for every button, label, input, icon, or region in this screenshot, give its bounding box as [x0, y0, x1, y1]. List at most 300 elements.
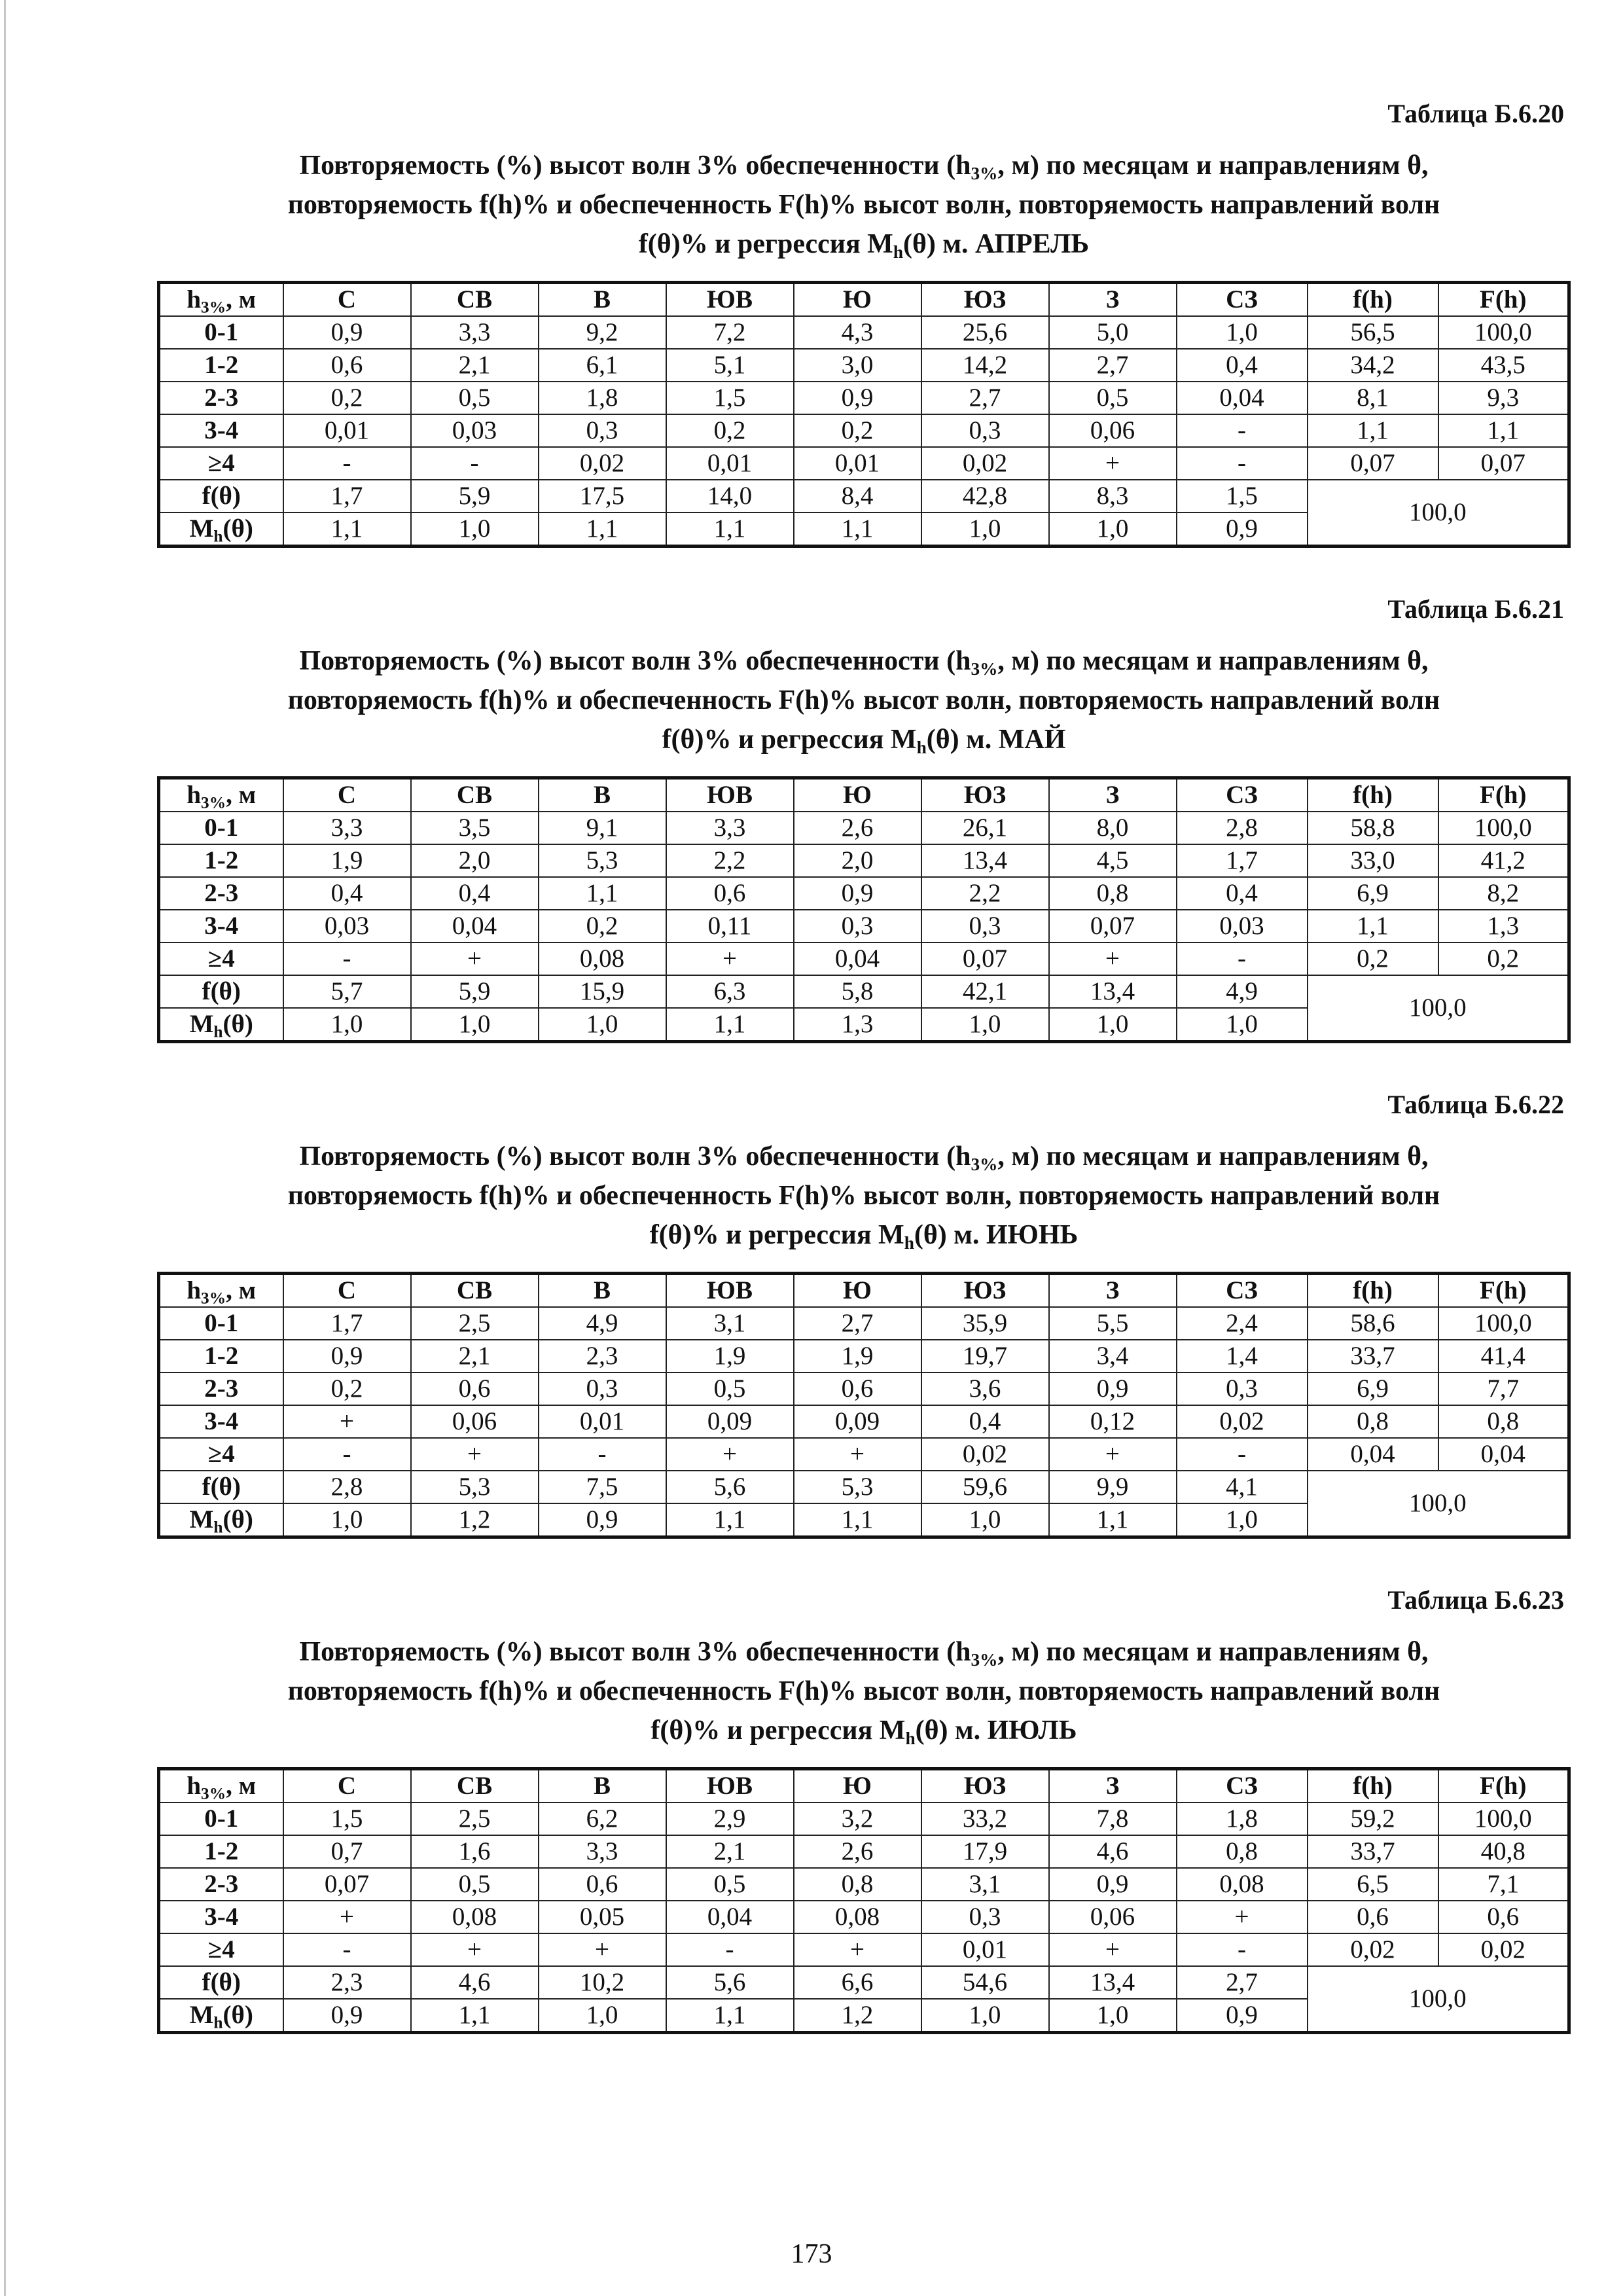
- table-cell: 0,9: [1049, 1372, 1177, 1405]
- table-cell: 8,1: [1308, 382, 1438, 414]
- caption-line1-pre: Повторяемость (%) высот волн 3% обеспеченности (h: [299, 151, 971, 181]
- table-cell: 0,01: [921, 1933, 1049, 1966]
- table-cell: 2,3: [539, 1340, 666, 1372]
- mh-base: M: [189, 514, 214, 543]
- document-page: [157, 98, 1571, 2080]
- table-cell: 0,5: [411, 382, 539, 414]
- row-label: f(θ): [159, 1471, 283, 1503]
- header-cell: З: [1049, 283, 1177, 317]
- table-cell: 2,7: [794, 1307, 921, 1340]
- table-cell: +: [1049, 1438, 1177, 1471]
- header-cell: ЮЗ: [921, 1769, 1049, 1803]
- table-cell: 1,0: [539, 1999, 666, 2033]
- table-cell: 1,0: [283, 1503, 411, 1537]
- table-cell: 0,6: [1438, 1901, 1569, 1933]
- caption-line3-post: (θ) м.: [926, 725, 992, 755]
- h3-sub: 3%: [201, 1289, 226, 1308]
- table-cell: 0,3: [921, 414, 1049, 447]
- table-block: [157, 1089, 1571, 1539]
- header-cell-height: [159, 1769, 283, 1803]
- table-cell: 1,9: [666, 1340, 794, 1372]
- table-cell: 1,5: [1177, 480, 1308, 512]
- header-cell: В: [539, 1274, 666, 1308]
- caption-line3-post: (θ) м.: [915, 1715, 981, 1746]
- table-cell: 2,9: [666, 1803, 794, 1835]
- row-label: 3-4: [159, 910, 283, 942]
- table-cell: 41,4: [1438, 1340, 1569, 1372]
- table-row-f-theta: [159, 1966, 1569, 1999]
- row-label: 1-2: [159, 844, 283, 877]
- table-cell: 1,0: [921, 1999, 1049, 2033]
- table-cell: 1,1: [794, 512, 921, 547]
- scan-edge-line: [4, 0, 6, 2296]
- table-cell: 2,7: [921, 382, 1049, 414]
- table-cell: 2,6: [794, 1835, 921, 1868]
- caption-line2: повторяемость f(h)% и обеспеченность F(h)% высот волн, повторяемость направлений волн: [287, 1676, 1440, 1706]
- table-cell: 0,9: [1177, 512, 1308, 547]
- table-row: [159, 316, 1569, 349]
- table-cell: 7,2: [666, 316, 794, 349]
- table-cell: 4,6: [411, 1966, 539, 1999]
- wave-height-table: [157, 1767, 1571, 2034]
- row-label: f(θ): [159, 975, 283, 1008]
- table-cell: 1,0: [921, 1503, 1049, 1537]
- table-cell: 0,07: [1438, 447, 1569, 480]
- table-cell: 58,8: [1308, 812, 1438, 844]
- table-cell: 8,0: [1049, 812, 1177, 844]
- table-cell: 0,6: [1308, 1901, 1438, 1933]
- table-cell: 1,1: [666, 512, 794, 547]
- table-cell: 9,1: [539, 812, 666, 844]
- table-cell: 3,2: [794, 1803, 921, 1835]
- mh-base: M: [189, 1505, 214, 1534]
- caption-line2: повторяемость f(h)% и обеспеченность F(h)% высот волн, повторяемость направлений волн: [287, 190, 1440, 220]
- table-cell: -: [1177, 1438, 1308, 1471]
- table-cell: +: [666, 1438, 794, 1471]
- table-cell: 0,01: [794, 447, 921, 480]
- table-cell: 0,2: [283, 1372, 411, 1405]
- table-cell: 1,5: [666, 382, 794, 414]
- table-row: [159, 447, 1569, 480]
- table-cell: 42,8: [921, 480, 1049, 512]
- caption-line2: повторяемость f(h)% и обеспеченность F(h)% высот волн, повторяемость направлений волн: [287, 1181, 1440, 1211]
- header-cell: F(h): [1438, 1274, 1569, 1308]
- table-cell: 1,8: [1177, 1803, 1308, 1835]
- table-cell: 33,0: [1308, 844, 1438, 877]
- table-cell: 2,6: [794, 812, 921, 844]
- caption-line3-pre: f(θ)% и регрессия M: [651, 1715, 906, 1746]
- table-cell: 33,7: [1308, 1340, 1438, 1372]
- header-cell: ЮВ: [666, 1274, 794, 1308]
- table-cell: 0,5: [411, 1868, 539, 1901]
- table-cell: 5,6: [666, 1471, 794, 1503]
- table-cell: 0,12: [1049, 1405, 1177, 1438]
- row-label: 2-3: [159, 877, 283, 910]
- table-cell: 1,0: [1049, 1999, 1177, 2033]
- table-cell: 3,1: [666, 1307, 794, 1340]
- table-cell: 1,7: [283, 1307, 411, 1340]
- header-cell: СЗ: [1177, 283, 1308, 317]
- total-cell: 100,0: [1308, 975, 1569, 1042]
- caption-line1-post: , м) по месяцам и направлениям θ,: [997, 151, 1429, 181]
- table-cell: 1,1: [1438, 414, 1569, 447]
- table-row: [159, 1835, 1569, 1868]
- mh-base: M: [189, 1010, 214, 1038]
- h3-suffix: , м: [226, 781, 257, 809]
- caption-line3-sub: h: [904, 1233, 914, 1253]
- h3-base: h: [187, 285, 202, 314]
- table-row: [159, 910, 1569, 942]
- table-cell: 1,2: [794, 1999, 921, 2033]
- table-cell: 1,0: [921, 512, 1049, 547]
- table-row-f-theta: [159, 975, 1569, 1008]
- caption-month: АПРЕЛЬ: [975, 229, 1090, 259]
- table-cell: 4,9: [1177, 975, 1308, 1008]
- table-cell: 0,08: [1177, 1868, 1308, 1901]
- caption-line2: повторяемость f(h)% и обеспеченность F(h)% высот волн, повторяемость направлений волн: [287, 685, 1440, 715]
- table-cell: 0,04: [1308, 1438, 1438, 1471]
- table-cell: 0,08: [411, 1901, 539, 1933]
- h3-sub: 3%: [201, 793, 226, 812]
- table-cell: +: [411, 942, 539, 975]
- table-cell: 0,9: [1177, 1999, 1308, 2033]
- header-cell: ЮВ: [666, 283, 794, 317]
- table-cell: -: [1177, 447, 1308, 480]
- row-label: f(θ): [159, 1966, 283, 1999]
- caption-line3-sub: h: [893, 242, 904, 262]
- table-cell: 1,1: [1049, 1503, 1177, 1537]
- table-block: [157, 1585, 1571, 2034]
- table-cell: 0,4: [411, 877, 539, 910]
- row-label: ≥4: [159, 447, 283, 480]
- table-cell: 1,4: [1177, 1340, 1308, 1372]
- caption-line1-sub: 3%: [971, 1155, 998, 1175]
- h3-base: h: [187, 1772, 202, 1800]
- row-label: [159, 1999, 283, 2033]
- header-cell: СЗ: [1177, 1274, 1308, 1308]
- table-cell: 5,7: [283, 975, 411, 1008]
- table-cell: 42,1: [921, 975, 1049, 1008]
- table-cell: 1,8: [539, 382, 666, 414]
- table-cell: 100,0: [1438, 1307, 1569, 1340]
- caption-month: ИЮЛЬ: [987, 1715, 1077, 1746]
- caption-line3-pre: f(θ)% и регрессия M: [649, 1220, 904, 1250]
- table-cell: 0,6: [411, 1372, 539, 1405]
- table-cell: 1,1: [666, 1999, 794, 2033]
- table-cell: 33,2: [921, 1803, 1049, 1835]
- mh-base: M: [189, 2001, 214, 2029]
- table-cell: 1,1: [1308, 910, 1438, 942]
- table-caption: [157, 641, 1571, 759]
- table-row: [159, 812, 1569, 844]
- table-row-f-theta: [159, 1471, 1569, 1503]
- row-label: 0-1: [159, 812, 283, 844]
- row-label: 2-3: [159, 382, 283, 414]
- table-number: Таблица Б.6.23: [1387, 1585, 1564, 1615]
- table-cell: 5,1: [666, 349, 794, 382]
- table-cell: 5,5: [1049, 1307, 1177, 1340]
- table-cell: 3,1: [921, 1868, 1049, 1901]
- table-cell: -: [1177, 942, 1308, 975]
- row-label: 0-1: [159, 316, 283, 349]
- row-label: 0-1: [159, 1307, 283, 1340]
- table-cell: 100,0: [1438, 316, 1569, 349]
- table-cell: 3,0: [794, 349, 921, 382]
- table-cell: 6,9: [1308, 877, 1438, 910]
- table-cell: 1,0: [539, 1008, 666, 1042]
- table-cell: 5,9: [411, 975, 539, 1008]
- header-cell: f(h): [1308, 1274, 1438, 1308]
- table-cell: 3,3: [411, 316, 539, 349]
- table-cell: 0,04: [794, 942, 921, 975]
- table-caption: [157, 1632, 1571, 1750]
- table-cell: +: [1049, 447, 1177, 480]
- mh-sub: h: [213, 2013, 223, 2032]
- table-cell: 0,02: [921, 447, 1049, 480]
- caption-line3-pre: f(θ)% и регрессия M: [638, 229, 893, 259]
- table-cell: 5,8: [794, 975, 921, 1008]
- row-label: 3-4: [159, 1405, 283, 1438]
- table-cell: 7,8: [1049, 1803, 1177, 1835]
- caption-month: МАЙ: [998, 725, 1066, 755]
- table-cell: 3,3: [283, 812, 411, 844]
- table-cell: 34,2: [1308, 349, 1438, 382]
- table-row: [159, 1933, 1569, 1966]
- table-cell: 1,0: [1177, 1008, 1308, 1042]
- table-cell: 0,03: [411, 414, 539, 447]
- table-cell: 2,1: [411, 1340, 539, 1372]
- table-cell: 3,6: [921, 1372, 1049, 1405]
- table-cell: -: [666, 1933, 794, 1966]
- table-cell: 6,1: [539, 349, 666, 382]
- table-cell: 2,5: [411, 1803, 539, 1835]
- table-cell: 0,07: [921, 942, 1049, 975]
- table-cell: 14,2: [921, 349, 1049, 382]
- table-cell: 2,7: [1177, 1966, 1308, 1999]
- table-cell: 26,1: [921, 812, 1049, 844]
- table-cell: 0,02: [1308, 1933, 1438, 1966]
- mh-sub: h: [213, 1022, 223, 1041]
- table-cell: 0,6: [794, 1372, 921, 1405]
- table-cell: 1,1: [794, 1503, 921, 1537]
- caption-line3-post: (θ) м.: [903, 229, 969, 259]
- table-row: [159, 1372, 1569, 1405]
- header-cell: f(h): [1308, 283, 1438, 317]
- table-cell: 54,6: [921, 1966, 1049, 1999]
- table-cell: 0,04: [411, 910, 539, 942]
- table-cell: 1,1: [666, 1008, 794, 1042]
- table-cell: 0,3: [539, 1372, 666, 1405]
- table-cell: 2,5: [411, 1307, 539, 1340]
- row-label: 0-1: [159, 1803, 283, 1835]
- table-cell: 0,8: [1049, 877, 1177, 910]
- header-cell: С: [283, 1274, 411, 1308]
- table-cell: 1,0: [411, 1008, 539, 1042]
- table-cell: 0,6: [283, 349, 411, 382]
- header-cell: З: [1049, 1274, 1177, 1308]
- table-cell: 0,01: [666, 447, 794, 480]
- mh-sub: h: [213, 1518, 223, 1537]
- table-cell: 0,6: [666, 877, 794, 910]
- table-cell: +: [666, 942, 794, 975]
- header-cell: ЮВ: [666, 778, 794, 812]
- caption-line1-post: , м) по месяцам и направлениям θ,: [997, 1637, 1429, 1667]
- table-cell: -: [283, 942, 411, 975]
- table-cell: 0,3: [921, 910, 1049, 942]
- table-cell: 40,8: [1438, 1835, 1569, 1868]
- table-cell: 1,0: [411, 512, 539, 547]
- table-cell: 4,6: [1049, 1835, 1177, 1868]
- table-cell: 0,8: [1177, 1835, 1308, 1868]
- table-cell: 7,7: [1438, 1372, 1569, 1405]
- row-label: 2-3: [159, 1372, 283, 1405]
- table-cell: 8,3: [1049, 480, 1177, 512]
- table-cell: 2,3: [283, 1966, 411, 1999]
- table-cell: 0,07: [1308, 447, 1438, 480]
- table-caption: [157, 146, 1571, 264]
- table-cell: 0,3: [1177, 1372, 1308, 1405]
- table-cell: 6,2: [539, 1803, 666, 1835]
- header-cell: С: [283, 1769, 411, 1803]
- mh-suffix: (θ): [223, 1010, 253, 1038]
- header-cell: Ю: [794, 778, 921, 812]
- table-cell: +: [1049, 942, 1177, 975]
- table-cell: -: [1177, 414, 1308, 447]
- row-label: 3-4: [159, 1901, 283, 1933]
- table-cell: 0,9: [1049, 1868, 1177, 1901]
- table-cell: +: [283, 1901, 411, 1933]
- table-cell: 10,2: [539, 1966, 666, 1999]
- table-cell: 1,1: [666, 1503, 794, 1537]
- mh-suffix: (θ): [223, 2001, 253, 2029]
- table-cell: 0,9: [283, 1340, 411, 1372]
- table-cell: 0,2: [794, 414, 921, 447]
- table-cell: -: [411, 447, 539, 480]
- h3-sub: 3%: [201, 298, 226, 317]
- table-cell: 1,0: [1049, 1008, 1177, 1042]
- table-cell: 0,08: [794, 1901, 921, 1933]
- table-row: [159, 1340, 1569, 1372]
- table-cell: 0,4: [283, 877, 411, 910]
- row-label: ≥4: [159, 1438, 283, 1471]
- table-cell: 59,6: [921, 1471, 1049, 1503]
- table-row: [159, 877, 1569, 910]
- caption-line3-sub: h: [905, 1729, 916, 1749]
- header-cell: F(h): [1438, 283, 1569, 317]
- table-cell: 33,7: [1308, 1835, 1438, 1868]
- table-cell: 9,2: [539, 316, 666, 349]
- table-header-row: [159, 1769, 1569, 1803]
- header-cell: F(h): [1438, 778, 1569, 812]
- table-cell: 1,1: [411, 1999, 539, 2033]
- table-cell: 0,03: [283, 910, 411, 942]
- mh-sub: h: [213, 527, 223, 546]
- header-cell: ЮЗ: [921, 283, 1049, 317]
- table-number: Таблица Б.6.20: [1387, 99, 1564, 128]
- table-cell: 1,1: [539, 877, 666, 910]
- table-cell: 4,5: [1049, 844, 1177, 877]
- table-cell: 0,08: [539, 942, 666, 975]
- header-cell: СВ: [411, 778, 539, 812]
- caption-line1-pre: Повторяемость (%) высот волн 3% обеспеченности (h: [299, 1637, 971, 1667]
- header-cell: С: [283, 283, 411, 317]
- table-cell: 58,6: [1308, 1307, 1438, 1340]
- table-cell: 1,0: [1049, 512, 1177, 547]
- table-cell: 9,9: [1049, 1471, 1177, 1503]
- table-cell: 0,04: [1177, 382, 1308, 414]
- table-cell: -: [1177, 1933, 1308, 1966]
- table-cell: 0,2: [283, 382, 411, 414]
- table-cell: 8,2: [1438, 877, 1569, 910]
- header-cell: f(h): [1308, 1769, 1438, 1803]
- table-row: [159, 414, 1569, 447]
- total-cell: 100,0: [1308, 480, 1569, 547]
- table-cell: 2,2: [921, 877, 1049, 910]
- table-cell: 5,3: [539, 844, 666, 877]
- table-cell: 3,5: [411, 812, 539, 844]
- row-label: 1-2: [159, 1835, 283, 1868]
- table-row: [159, 382, 1569, 414]
- mh-suffix: (θ): [223, 1505, 253, 1534]
- total-cell: 100,0: [1308, 1966, 1569, 2033]
- header-cell: В: [539, 778, 666, 812]
- table-cell: 0,9: [794, 382, 921, 414]
- table-cell: 0,9: [283, 316, 411, 349]
- caption-line1-sub: 3%: [971, 1650, 998, 1670]
- table-cell: 13,4: [1049, 1966, 1177, 1999]
- caption-month: ИЮНЬ: [986, 1220, 1079, 1250]
- header-cell: Ю: [794, 1769, 921, 1803]
- table-cell: 0,2: [666, 414, 794, 447]
- table-cell: 0,09: [666, 1405, 794, 1438]
- table-cell: 5,0: [1049, 316, 1177, 349]
- table-cell: 0,07: [1049, 910, 1177, 942]
- table-cell: 0,5: [1049, 382, 1177, 414]
- table-cell: 25,6: [921, 316, 1049, 349]
- table-cell: 0,4: [1177, 877, 1308, 910]
- table-cell: +: [794, 1933, 921, 1966]
- caption-line3-pre: f(θ)% и регрессия M: [662, 725, 917, 755]
- table-cell: 14,0: [666, 480, 794, 512]
- table-row: [159, 349, 1569, 382]
- table-header-row: [159, 283, 1569, 317]
- h3-sub: 3%: [201, 1784, 226, 1803]
- table-cell: 1,9: [283, 844, 411, 877]
- table-cell: 0,8: [1438, 1405, 1569, 1438]
- table-cell: +: [283, 1405, 411, 1438]
- row-label: ≥4: [159, 942, 283, 975]
- caption-line3-sub: h: [916, 738, 927, 758]
- table-cell: 2,2: [666, 844, 794, 877]
- caption-line1-pre: Повторяемость (%) высот волн 3% обеспеченности (h: [299, 646, 971, 676]
- table-cell: 1,1: [283, 512, 411, 547]
- header-cell-height: [159, 1274, 283, 1308]
- row-label: ≥4: [159, 1933, 283, 1966]
- table-block: [157, 594, 1571, 1043]
- table-number: Таблица Б.6.21: [1387, 594, 1564, 624]
- table-cell: 56,5: [1308, 316, 1438, 349]
- header-cell-height: [159, 778, 283, 812]
- header-cell: Ю: [794, 1274, 921, 1308]
- table-cell: 15,9: [539, 975, 666, 1008]
- mh-suffix: (θ): [223, 514, 253, 543]
- table-cell: 4,9: [539, 1307, 666, 1340]
- header-cell: СВ: [411, 1274, 539, 1308]
- header-cell: f(h): [1308, 778, 1438, 812]
- wave-height-table: [157, 776, 1571, 1043]
- caption-line3-post: (θ) м.: [914, 1220, 980, 1250]
- h3-suffix: , м: [226, 1772, 257, 1800]
